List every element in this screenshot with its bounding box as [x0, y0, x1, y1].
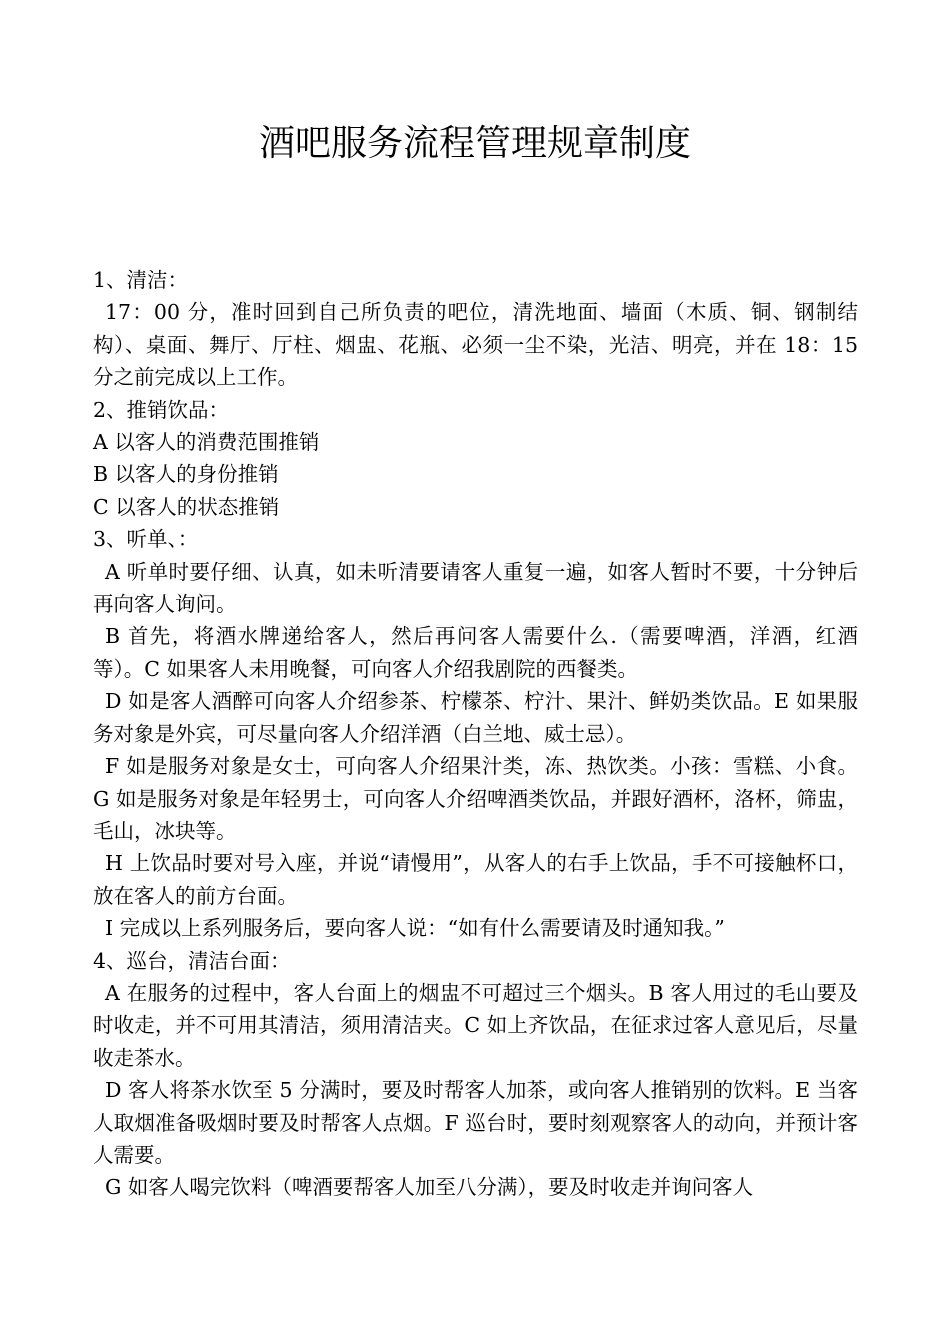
section-heading-order: 3、听单、： — [93, 527, 199, 552]
paragraph: 17：00 分，准时回到自己所负责的吧位，清洗地面、墙面（木质、铜、钢制结构）、桌面、舞厅、厅柱、烟盅、花瓶、必须一尘不染，光洁、明亮，并在 18：15 分之前完成以上工作。 — [93, 300, 858, 390]
paragraph: D 客人将茶水饮至 5 分满时，要及时帮客人加茶，或向客人推销别的饮料。E 当客人取烟准备吸烟时要及时帮客人点烟。F 巡台时，要时刻观察客人的动向，并预计客人需要。 — [93, 1078, 858, 1167]
paragraph: D 如是客人酒醉可向客人介绍参茶、柠檬茶、柠汁、果汁、鲜奶类饮品。E 如果服务对象是外宾，可尽量向客人介绍洋酒（白兰地、威士忌）。 — [93, 689, 858, 746]
list-item: C 以客人的状态推销 — [93, 494, 280, 519]
list-item: B 以客人的身份推销 — [93, 462, 279, 487]
section-heading-cleaning: 1、清洁： — [93, 268, 189, 292]
paragraph: G 如客人喝完饮料（啤酒要帮客人加至八分满），要及时收走并询问客人 — [105, 1175, 754, 1200]
paragraph: A 听单时要仔细、认真，如未听清要请客人重复一遍，如客人暂时不要，十分钟后再向客人询问。 — [93, 559, 858, 617]
paragraph: I 完成以上系列服务后，要向客人说：“如有什么需要请及时通知我。” — [105, 916, 725, 941]
paragraph: B 首先，将酒水牌递给客人，然后再问客人需要什么.（需要啤酒，洋酒，红酒等）。C 如果客人未用晚餐，可向客人介绍我剧院的西餐类。 — [93, 624, 858, 681]
paragraph: A 在服务的过程中，客人台面上的烟盅不可超过三个烟头。B 客人用过的毛山要及时收走，并不可用其清洁，须用清洁夹。C 如上齐饮品，在征求过客人意见后，尽量收走茶水。 — [93, 980, 858, 1070]
paragraph: F 如是服务对象是女士，可向客人介绍果汁类，冻、热饮类。小孩：雪糕、小食。G 如是服务对象是年轻男士，可向客人介绍啤酒类饮品，并跟好酒杯，洛杯，筛盅，毛山，冰块等。 — [93, 754, 858, 843]
document-body — [93, 264, 858, 1204]
section-heading-promotion: 2、推销饮品： — [93, 397, 230, 422]
paragraph: H 上饮品时要对号入座，并说“请慢用”，从客人的右手上饮品，手不可接触杯口，放在客人的前方台面。 — [93, 851, 858, 908]
document-title: 酒吧服务流程管理规章制度 — [258, 123, 691, 164]
section-heading-patrol: 4、巡台，清洁台面： — [93, 948, 291, 973]
list-item: A 以客人的消费范围推销 — [93, 430, 320, 455]
